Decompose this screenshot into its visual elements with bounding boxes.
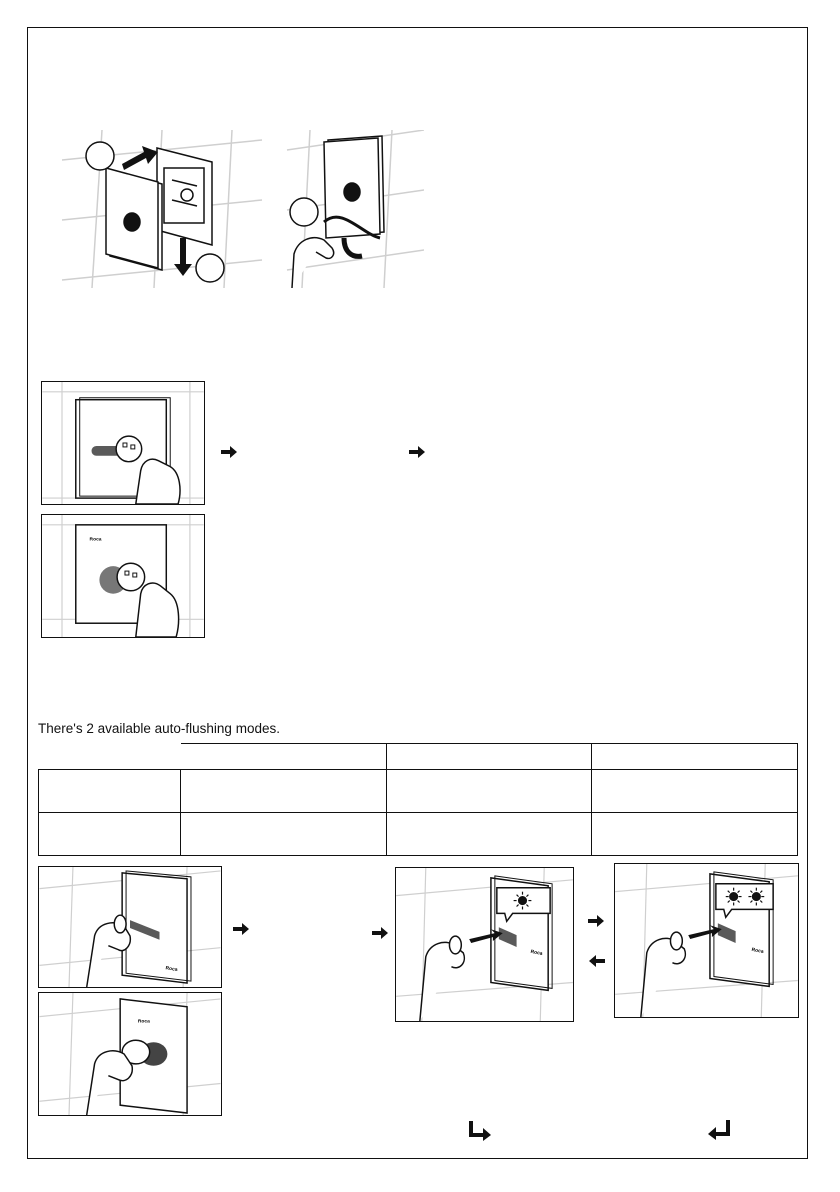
mode-two-leds-illustration [614,863,799,1018]
table-row [39,770,798,813]
corner-arrow-left-icon [708,1120,730,1140]
table-cell [592,770,798,813]
arrow-right-icon [409,446,425,458]
table-header-cell [39,744,181,770]
table-header-cell [386,744,592,770]
table-cell [386,813,592,856]
sun-led-icon [748,888,764,906]
key-on-panel-illustration [41,381,205,505]
table-header-cell [181,744,387,770]
svg-text:Roca: Roca [137,1019,150,1025]
table-cell [39,813,181,856]
modes-table [38,743,798,856]
mode-one-led-illustration [395,867,574,1022]
table-cell [181,770,387,813]
table-header-cell [592,744,798,770]
arrow-right-icon [221,446,237,458]
step-2-marker [196,254,224,282]
svg-text:Roca: Roca [530,949,543,957]
table-cell [592,813,798,856]
sun-led-icon [726,888,742,906]
intro-text: There's 2 available auto-flushing modes. [38,721,280,736]
key-front-touch-illustration [38,992,222,1116]
table-cell [181,813,387,856]
arrow-right-icon [372,927,388,939]
svg-text:Roca: Roca [165,966,178,973]
table-cell [386,770,592,813]
step-3-marker [290,198,318,226]
corner-arrow-right-icon [469,1121,491,1141]
table-row [39,813,798,856]
arrow-left-icon [589,955,605,967]
step-1-marker [86,142,114,170]
table-header-row [39,744,798,770]
key-on-sensor-illustration [41,514,205,638]
brand-logo: Roca [89,537,102,543]
key-side-swipe-illustration [38,866,222,988]
arrow-right-icon [588,915,604,927]
svg-text:Roca: Roca [751,947,764,955]
table-cell [39,770,181,813]
arrow-right-icon [233,923,249,935]
panel-removal-illustration [62,130,424,288]
